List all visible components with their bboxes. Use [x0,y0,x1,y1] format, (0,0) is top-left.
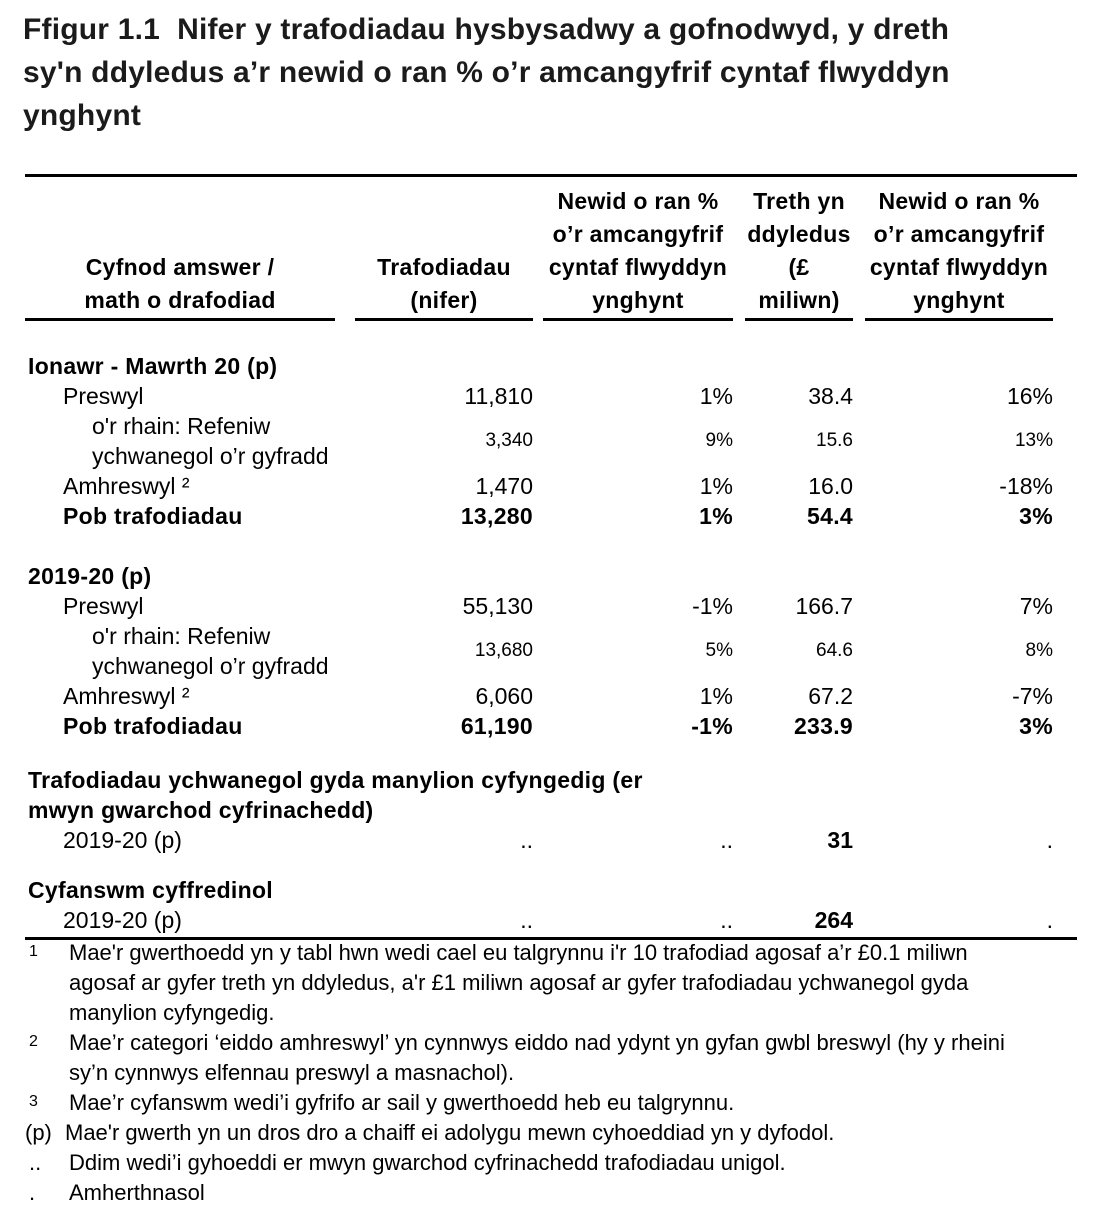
row-label [25,681,355,711]
cell-value: .. [720,827,733,853]
cell-value: 1% [699,683,733,709]
column-header-line: o’r amcangyfrif [873,221,1045,247]
table-row [25,621,1077,681]
cell-value: 3% [1019,503,1053,529]
section-title-line: mwyn gwarchod cyfrinachedd) [28,797,374,823]
table-row [25,501,1077,531]
figure-title [23,8,950,137]
row-label-line: ychwanegol o’r gyfradd [92,443,329,469]
row-label-line: Pob trafodiadau [63,713,243,739]
column-header-line: ynghynt [913,287,1005,313]
row-label [25,591,355,621]
column-header-line: o’r amcangyfrif [552,221,724,247]
column-header-line: cyntaf flwyddyn [869,254,1049,280]
footnote-text: Mae’r categori ‘eiddo amhreswyl’ yn cynnwys eiddo nad ydynt yn gyfan gwbl breswyl (hy y rheini sy’n cynnwys elfennau preswyl a masnachol). [69,1030,1005,1085]
cell-value: 64.6 [816,640,853,661]
row-label [25,471,355,501]
column-header-line: Cyfnod amswer / [85,254,275,280]
footnotes [25,938,1080,1208]
cell-value: . [1046,827,1053,853]
table-header-row [25,177,1077,321]
column-header-line: cyntaf flwyddyn [548,254,728,280]
footnote [25,938,1080,1028]
row-label [25,381,355,411]
table-row [25,711,1077,741]
cell-value: 1,470 [475,473,533,499]
column-header-line: ynghynt [592,287,684,313]
cell-value: 11,810 [464,383,533,409]
row-label-line: Preswyl [63,383,144,409]
footnote [25,1088,1080,1118]
section-title [25,561,1077,591]
cell-value: -1% [692,593,733,619]
cell-value: 1% [699,503,733,529]
row-label [25,711,355,741]
table-row [25,905,1077,935]
cell-value: 16.0 [808,473,853,499]
column-header-line: Trafodiadau [377,254,511,280]
row-label [25,411,355,471]
column-header-line: Newid o ran % [878,188,1040,214]
cell-value: 264 [814,907,853,933]
column-header-line: (£ [788,254,810,280]
section-title-line: 2019-20 (p) [28,563,152,589]
row-label-line: Amhreswyl ² [63,473,190,499]
figure-title-line: sy'n ddyledus a’r newid o ran % o’r amcangyfrif cyntaf flwyddyn [23,56,950,89]
column-header-line: ddyledus [747,221,851,247]
cell-value: -1% [691,713,733,739]
cell-value: 31 [827,827,853,853]
row-label-line: Amhreswyl ² [63,683,190,709]
table-body [25,351,1077,935]
cell-value: 1% [699,473,733,499]
footnote-text: Mae'r gwerthoedd yn y tabl hwn wedi cael eu talgrynnu i'r 10 trafodiad agosaf a’r £0.1 miliwn agosaf ar gyfer treth yn ddyledus, a'r £1 miliwn agosaf ar gyfer trafodiadau ychwanegol gyda manylion cyfyngedig. [69,940,969,1025]
cell-value: 8% [1025,640,1053,661]
cell-value: 15.6 [816,430,853,451]
column-header-trafodiadau-nifer [355,251,533,321]
column-header-line: math o drafodiad [84,287,276,313]
footnote-text: Mae’r cyfanswm wedi’i gyfrifo ar sail y gwerthoedd heb eu talgrynnu. [69,1090,735,1115]
footnote-text: Ddim wedi’i gyhoeddi er mwyn gwarchod cyfrinachedd trafodiadau unigol. [69,1150,786,1175]
section-title-line: Trafodiadau ychwanegol gyda manylion cyfyngedig (er [28,767,643,793]
cell-value: 3% [1019,713,1053,739]
cell-value: 1% [699,383,733,409]
row-label-line: ychwanegol o’r gyfradd [92,653,329,679]
footnote-marker: 2 [29,1033,38,1050]
table-row [25,381,1077,411]
column-header-cyfnod-amser [25,251,335,321]
footnote-text: Mae'r gwerth yn un dros dro a chaiff ei adolygu mewn cyhoeddiad yn y dyfodol. [65,1120,835,1145]
row-label [25,621,355,681]
row-label [25,905,355,935]
table-row [25,591,1077,621]
table-row [25,471,1077,501]
table-row [25,681,1077,711]
row-label [25,825,355,855]
footnote-text: Amherthnasol [69,1180,205,1205]
cell-value: 54.4 [807,503,853,529]
section-title [25,351,1077,381]
table-section [25,765,1077,855]
cell-value: 67.2 [808,683,853,709]
statistics-table [25,174,1077,940]
row-label [25,501,355,531]
cell-value: 13,680 [474,640,533,661]
column-header-treth-yn-ddyledus [745,185,853,321]
cell-value: 16% [1006,383,1053,409]
cell-value: .. [520,907,533,933]
cell-value: .. [720,907,733,933]
column-header-line: (nifer) [410,287,478,313]
cell-value: .. [520,827,533,853]
footnote-marker: .. [29,1150,42,1175]
section-title [25,875,1077,905]
cell-value: 6,060 [475,683,533,709]
row-label-line: o'r rhain: Refeniw [92,623,271,649]
cell-value: -7% [1012,683,1053,709]
cell-value: -18% [999,473,1053,499]
row-label-line: Pob trafodiadau [63,503,243,529]
section-title [25,765,1077,825]
table-section [25,351,1077,531]
footnote [25,1178,1080,1208]
column-header-line: Treth yn [753,188,845,214]
cell-value: 9% [705,430,733,451]
figure-title-line: ynghynt [23,99,142,132]
footnote [25,1148,1080,1178]
row-label-line: Preswyl [63,593,144,619]
table-section [25,875,1077,935]
footnote-marker: 3 [29,1093,38,1110]
cell-value: 233.9 [793,713,853,739]
table-row [25,825,1077,855]
footnote-marker: 1 [29,943,38,960]
cell-value: 55,130 [462,593,533,619]
section-title-line: Cyfanswm cyffredinol [28,877,273,903]
row-label-line: o'r rhain: Refeniw [92,413,271,439]
cell-value: 13,280 [460,503,533,529]
footnote-marker: . [29,1180,36,1205]
cell-value: 61,190 [460,713,533,739]
cell-value: 166.7 [795,593,853,619]
cell-value: 3,340 [485,430,533,451]
column-header-line: miliwn) [758,287,840,313]
table-section [25,561,1077,741]
cell-value: 38.4 [808,383,853,409]
footnote [25,1118,1080,1148]
table-row [25,411,1077,471]
footnote-marker: (p) [25,1120,52,1145]
cell-value: 7% [1019,593,1053,619]
row-label-line: 2019-20 (p) [63,907,182,933]
footnote [25,1028,1080,1088]
column-header-newid-canran-trafodiadau [543,185,733,321]
column-header-line: Newid o ran % [557,188,719,214]
column-header-newid-canran-treth [865,185,1053,321]
cell-value: 5% [705,640,733,661]
cell-value: . [1046,907,1053,933]
figure-title-line: Ffigur 1.1 Nifer y trafodiadau hysbysadwy a gofnodwyd, y dreth [23,13,950,46]
row-label-line: 2019-20 (p) [63,827,182,853]
cell-value: 13% [1014,430,1053,451]
section-title-line: Ionawr - Mawrth 20 (p) [28,353,278,379]
